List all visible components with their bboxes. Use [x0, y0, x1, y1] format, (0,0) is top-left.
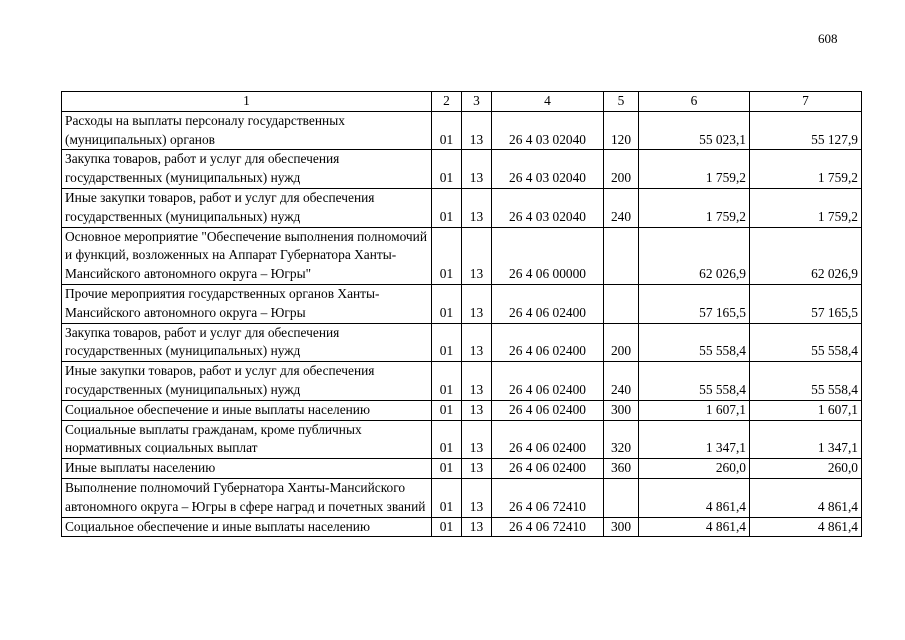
target-article-cell: 26 4 06 72410: [492, 478, 604, 517]
section-cell: 01: [432, 400, 462, 420]
amount-col7-cell: 4 861,4: [750, 478, 862, 517]
target-article-cell: 26 4 03 02040: [492, 111, 604, 150]
amount-col6-cell: 57 165,5: [639, 284, 750, 323]
section-cell: 01: [432, 111, 462, 150]
section-cell: 01: [432, 323, 462, 362]
target-article-cell: 26 4 03 02040: [492, 188, 604, 227]
target-article-cell: 26 4 06 02400: [492, 284, 604, 323]
target-article-cell: 26 4 06 72410: [492, 517, 604, 537]
amount-col6-cell: 260,0: [639, 459, 750, 479]
amount-col7-cell: 1 759,2: [750, 150, 862, 189]
section-cell: 01: [432, 459, 462, 479]
subsection-cell: 13: [462, 517, 492, 537]
expense-type-cell: [604, 478, 639, 517]
table-row: [62, 150, 862, 189]
amount-col6-cell: 4 861,4: [639, 517, 750, 537]
expense-type-cell: 240: [604, 188, 639, 227]
row-name-cell: Закупка товаров, работ и услуг для обеспечения государственных (муниципальных) нужд: [62, 323, 432, 362]
target-article-cell: 26 4 06 00000: [492, 227, 604, 284]
expense-type-cell: [604, 227, 639, 284]
table-row: [62, 517, 862, 537]
expense-type-cell: 360: [604, 459, 639, 479]
amount-col6-cell: 55 023,1: [639, 111, 750, 150]
amount-col7-cell: 260,0: [750, 459, 862, 479]
amount-col7-cell: 1 759,2: [750, 188, 862, 227]
row-name-cell: Прочие мероприятия государственных органов Ханты-Мансийского автономного округа – Югры: [62, 284, 432, 323]
row-name-cell: Расходы на выплаты персоналу государственных (муниципальных) органов: [62, 111, 432, 150]
table-row: [62, 400, 862, 420]
table-row: [62, 323, 862, 362]
amount-col7-cell: 55 558,4: [750, 362, 862, 401]
expense-type-cell: 320: [604, 420, 639, 459]
column-header: 3: [462, 92, 492, 112]
subsection-cell: 13: [462, 150, 492, 189]
column-header: 1: [62, 92, 432, 112]
expense-type-cell: 200: [604, 323, 639, 362]
amount-col6-cell: 55 558,4: [639, 323, 750, 362]
section-cell: 01: [432, 478, 462, 517]
column-header: 4: [492, 92, 604, 112]
amount-col7-cell: 55 558,4: [750, 323, 862, 362]
table-row: [62, 227, 862, 284]
amount-col7-cell: 55 127,9: [750, 111, 862, 150]
target-article-cell: 26 4 06 02400: [492, 362, 604, 401]
amount-col6-cell: 4 861,4: [639, 478, 750, 517]
amount-col7-cell: 4 861,4: [750, 517, 862, 537]
table-header: [62, 92, 862, 112]
subsection-cell: 13: [462, 111, 492, 150]
section-cell: 01: [432, 420, 462, 459]
subsection-cell: 13: [462, 227, 492, 284]
amount-col7-cell: 57 165,5: [750, 284, 862, 323]
amount-col6-cell: 1 759,2: [639, 188, 750, 227]
column-header: 6: [639, 92, 750, 112]
section-cell: 01: [432, 362, 462, 401]
page-number: 608: [818, 31, 838, 46]
table-row: [62, 420, 862, 459]
subsection-cell: 13: [462, 400, 492, 420]
target-article-cell: 26 4 06 02400: [492, 459, 604, 479]
target-article-cell: 26 4 03 02040: [492, 150, 604, 189]
row-name-cell: Социальное обеспечение и иные выплаты населению: [62, 517, 432, 537]
subsection-cell: 13: [462, 188, 492, 227]
amount-col7-cell: 62 026,9: [750, 227, 862, 284]
table-row: [62, 478, 862, 517]
section-cell: 01: [432, 150, 462, 189]
column-header: 7: [750, 92, 862, 112]
amount-col6-cell: 62 026,9: [639, 227, 750, 284]
section-cell: 01: [432, 517, 462, 537]
row-name-cell: Выполнение полномочий Губернатора Ханты-Мансийского автономного округа – Югры в сфере наград и почетных званий: [62, 478, 432, 517]
expense-type-cell: 240: [604, 362, 639, 401]
target-article-cell: 26 4 06 02400: [492, 420, 604, 459]
amount-col7-cell: 1 607,1: [750, 400, 862, 420]
row-name-cell: Иные закупки товаров, работ и услуг для обеспечения государственных (муниципальных) нужд: [62, 188, 432, 227]
row-name-cell: Основное мероприятие "Обеспечение выполнения полномочий и функций, возложенных на Аппарат Губернатора Ханты-Мансийского автономного округа – Югры": [62, 227, 432, 284]
budget-table: [61, 91, 862, 537]
section-cell: 01: [432, 227, 462, 284]
expense-type-cell: 200: [604, 150, 639, 189]
amount-col6-cell: 1 347,1: [639, 420, 750, 459]
target-article-cell: 26 4 06 02400: [492, 323, 604, 362]
header-row: [62, 92, 862, 112]
expense-type-cell: 120: [604, 111, 639, 150]
table-body: [62, 111, 862, 537]
expense-type-cell: 300: [604, 400, 639, 420]
amount-col6-cell: 55 558,4: [639, 362, 750, 401]
table-row: [62, 362, 862, 401]
amount-col6-cell: 1 607,1: [639, 400, 750, 420]
row-name-cell: Социальные выплаты гражданам, кроме публичных нормативных социальных выплат: [62, 420, 432, 459]
row-name-cell: Иные закупки товаров, работ и услуг для обеспечения государственных (муниципальных) нужд: [62, 362, 432, 401]
amount-col7-cell: 1 347,1: [750, 420, 862, 459]
subsection-cell: 13: [462, 362, 492, 401]
column-header: 2: [432, 92, 462, 112]
section-cell: 01: [432, 188, 462, 227]
table-row: [62, 111, 862, 150]
row-name-cell: Социальное обеспечение и иные выплаты населению: [62, 400, 432, 420]
column-header: 5: [604, 92, 639, 112]
expense-type-cell: 300: [604, 517, 639, 537]
expense-type-cell: [604, 284, 639, 323]
table-row: [62, 284, 862, 323]
amount-col6-cell: 1 759,2: [639, 150, 750, 189]
table-row: [62, 188, 862, 227]
subsection-cell: 13: [462, 323, 492, 362]
subsection-cell: 13: [462, 459, 492, 479]
row-name-cell: Иные выплаты населению: [62, 459, 432, 479]
subsection-cell: 13: [462, 420, 492, 459]
row-name-cell: Закупка товаров, работ и услуг для обеспечения государственных (муниципальных) нужд: [62, 150, 432, 189]
subsection-cell: 13: [462, 478, 492, 517]
table-row: [62, 459, 862, 479]
section-cell: 01: [432, 284, 462, 323]
target-article-cell: 26 4 06 02400: [492, 400, 604, 420]
subsection-cell: 13: [462, 284, 492, 323]
